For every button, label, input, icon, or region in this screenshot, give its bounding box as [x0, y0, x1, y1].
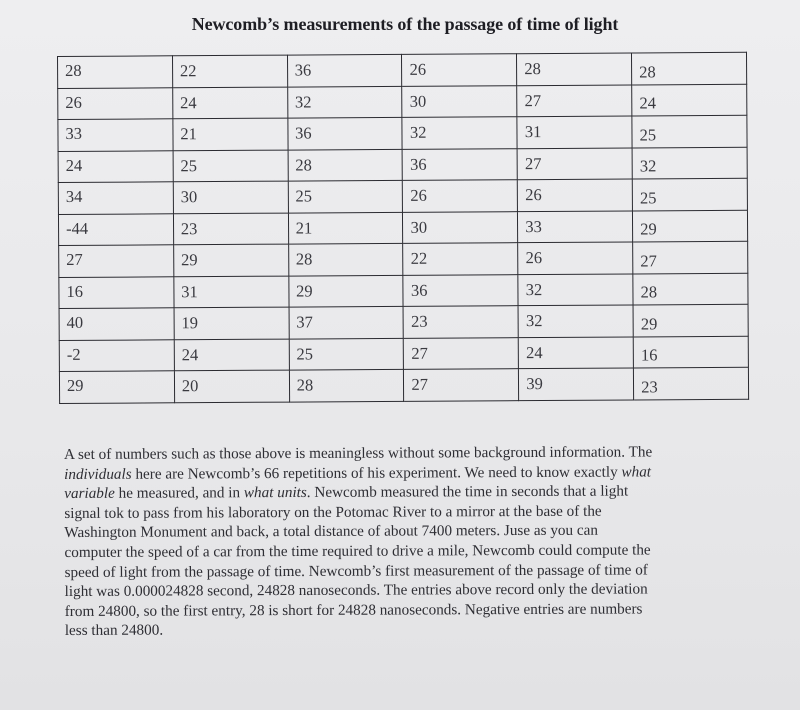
paragraph-text: . Newcomb measured the time in seconds that a light: [306, 482, 629, 502]
table-cell: -44: [58, 213, 173, 245]
measurements-table: [57, 52, 749, 404]
table-cell: 36: [403, 274, 518, 306]
table-cell: 28: [289, 369, 404, 401]
table-cell: 27: [404, 337, 519, 369]
table-cell: 22: [172, 55, 287, 87]
emphasis-what-units: what units: [243, 484, 307, 502]
table-cell: 29: [173, 244, 288, 276]
table-cell: 31: [517, 116, 632, 148]
table-cell: 23: [173, 213, 288, 245]
table-cell: 26: [518, 179, 633, 211]
table-cell: 30: [403, 211, 518, 243]
table-row: [59, 336, 748, 372]
table-cell: 33: [58, 119, 173, 151]
table-cell: 25: [288, 180, 403, 212]
table-cell: 30: [402, 85, 517, 117]
table-cell: 26: [518, 242, 633, 274]
paragraph-line: Washington Monument and back, a total distance of about 7400 meters. Juse as you can: [64, 522, 599, 542]
table-cell: 32: [518, 305, 633, 337]
table-cell: 36: [287, 54, 402, 86]
table-row: [59, 367, 748, 403]
table-cell: 21: [288, 212, 403, 244]
table-cell: 40: [59, 308, 174, 340]
table-row: [59, 241, 748, 277]
table-row: [58, 147, 747, 183]
table-cell: 32: [632, 147, 747, 179]
table-cell: 32: [518, 273, 633, 305]
table-cell: 24: [58, 150, 173, 182]
table-cell: 33: [518, 210, 633, 242]
measurements-table-body: [58, 52, 749, 403]
table-cell: 31: [174, 276, 289, 308]
paragraph-line: from 24800, so the first entry, 28 is short for 24828 nanoseconds. Negative entries are numbers: [64, 600, 643, 620]
paragraph-line: light was 0.000024828 second, 24828 nanoseconds. The entries above record only the deviation: [64, 580, 648, 601]
table-row: [58, 84, 747, 120]
table-cell: 37: [289, 306, 404, 338]
table-cell: 26: [402, 54, 517, 86]
paragraph-line: less than 24800.: [64, 621, 164, 640]
table-cell: 24: [173, 87, 288, 119]
table-cell: 26: [58, 87, 173, 119]
table-cell: 29: [633, 210, 748, 242]
table-cell: 34: [58, 182, 173, 214]
table-row: [59, 304, 748, 340]
table-cell: 25: [289, 338, 404, 370]
table-cell: -2: [59, 339, 174, 371]
table-row: [58, 115, 747, 151]
table-cell: 19: [174, 307, 289, 339]
paragraph-line: A set of numbers such as those above is meaningless without some background information. The: [64, 443, 653, 463]
paragraph-line: [64, 462, 744, 485]
table-cell: 25: [173, 150, 288, 182]
table-cell: 24: [519, 336, 634, 368]
table-cell: 23: [634, 367, 749, 399]
emphasis-what: what: [621, 463, 652, 481]
table-cell: 26: [403, 180, 518, 212]
paragraph-line: computer the speed of a car from the time required to drive a mile, Newcomb could compute the: [64, 541, 651, 561]
table-cell: 30: [173, 181, 288, 213]
table-cell: 28: [288, 149, 403, 181]
document-title: Newcomb’s measurements of the passage of time of light: [191, 14, 619, 34]
table-cell: 29: [59, 371, 174, 403]
table-row: [58, 210, 747, 246]
paragraph-line: speed of light from the passage of time. Newcomb’s first measurement of the passage of time of: [64, 561, 648, 581]
table-cell: 28: [633, 273, 748, 305]
table-cell: 32: [287, 86, 402, 118]
table-cell: 25: [632, 178, 747, 210]
table-cell: 25: [632, 115, 747, 147]
table-cell: 22: [403, 243, 518, 275]
table-cell: 29: [633, 304, 748, 336]
paragraph-text: here are Newcomb’s 66 repetitions of his experiment. We need to know exactly: [131, 463, 622, 483]
table-row: [58, 178, 747, 214]
table-row: [59, 273, 748, 309]
table-cell: 27: [404, 369, 519, 401]
table-cell: 27: [59, 245, 174, 277]
table-cell: 28: [288, 243, 403, 275]
table-cell: 27: [517, 84, 632, 116]
emphasis-variable: variable: [64, 484, 115, 503]
emphasis-individuals: individuals: [64, 465, 132, 483]
table-cell: 24: [174, 339, 289, 371]
table-cell: 16: [59, 276, 174, 308]
explanation-paragraph: [64, 442, 745, 641]
table-cell: 20: [174, 370, 289, 402]
table-cell: 36: [403, 148, 518, 180]
table-cell: 24: [632, 84, 747, 116]
table-cell: 28: [632, 52, 747, 84]
table-cell: 21: [173, 118, 288, 150]
table-cell: 28: [58, 56, 173, 88]
table-cell: 16: [633, 336, 748, 368]
table-cell: 29: [289, 275, 404, 307]
table-cell: 27: [633, 241, 748, 273]
table-cell: 28: [517, 53, 632, 85]
table-cell: 32: [402, 117, 517, 149]
table-cell: 39: [519, 368, 634, 400]
paragraph-text: he measured, and in: [114, 484, 244, 502]
table-cell: 36: [288, 117, 403, 149]
table-cell: 23: [404, 306, 519, 338]
table-row: [58, 52, 747, 88]
table-cell: 27: [517, 147, 632, 179]
paragraph-line: signal tok to pass from his laboratory on the Potomac River to a mirror at the base of the: [64, 502, 602, 522]
